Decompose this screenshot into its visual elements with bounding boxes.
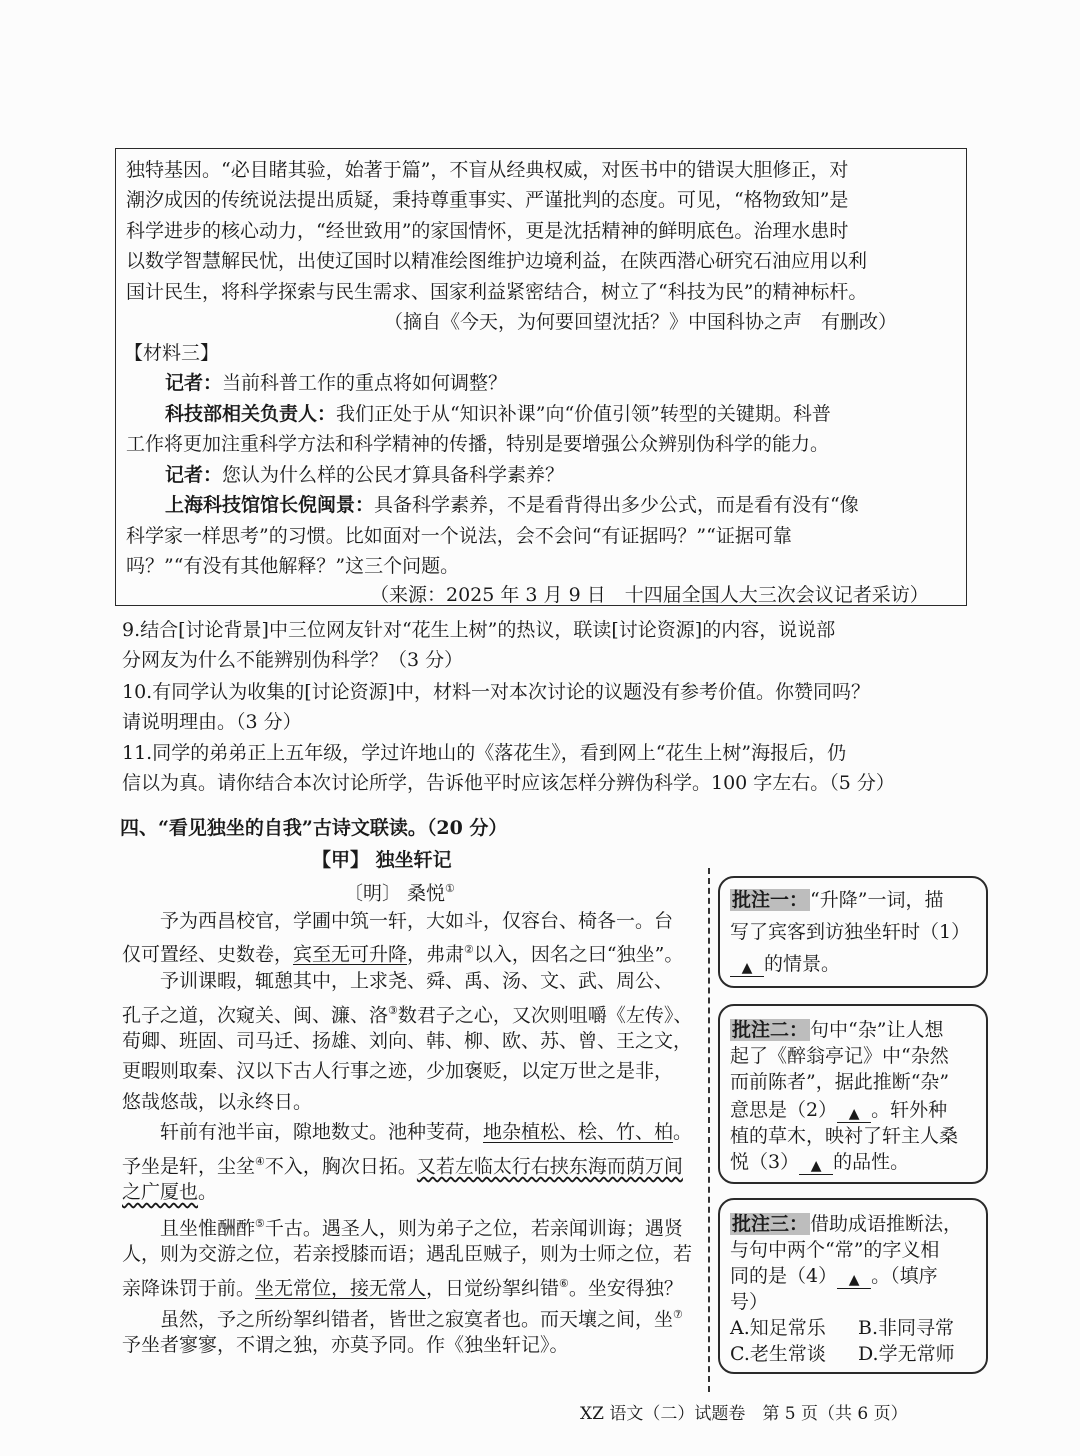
annotation-tag: 批注一： (732, 889, 809, 911)
passage-text: 。 (673, 1121, 693, 1143)
footnote-mark: ③ (388, 1004, 398, 1017)
passage-text: ，日觉纷挐纠错 (426, 1277, 560, 1300)
interview-answer-line: 吗？”“有没有其他解释？”这三个问题。 (126, 555, 460, 577)
annotation-text: 意思是（2） (730, 1099, 838, 1121)
speaker: 记者： (165, 372, 223, 394)
wavy-underlined-phrase: 之广厦也 (122, 1181, 199, 1203)
passage-line (160, 1214, 683, 1238)
passage-text: 数君子之心，又次则咀嚼《左传》、 (397, 1004, 693, 1027)
annotation-tag: 批注三： (732, 1213, 809, 1235)
option-d: D.学无常师 (858, 1343, 955, 1365)
author-name: 〔明〕 桑悦 (344, 882, 446, 905)
material-source: （来源：2025 年 3 月 9 日 十四届全国人大三次会议记者采访） (370, 584, 929, 606)
passage-line (122, 1274, 683, 1298)
question-10: 10.有同学认为收集的[讨论资源]中，材料一对本次讨论的议题没有参考价值。你赞同吗？ (122, 681, 871, 703)
question-10-cont: 请说明理由。（3 分） (122, 711, 302, 733)
annotation-line (730, 1214, 962, 1234)
answer-blank[interactable]: ▲ (837, 1270, 871, 1289)
passage-line: 荀卿、班固、司马迁、扬雄、刘向、韩、柳、欧、苏、曾、王之文， (122, 1030, 693, 1052)
passage-text: 予坐是轩，尘坌 (122, 1155, 256, 1178)
annotation-text: 。（填序 (871, 1265, 938, 1287)
option-b: B.非同寻常 (858, 1317, 955, 1339)
text-author (344, 879, 455, 903)
passage-line (160, 1305, 683, 1329)
annotation-line: 起了《醉翁亭记》中“杂然 (730, 1045, 949, 1067)
passage-line (122, 940, 683, 964)
passage-line: 予为西昌校官，学圃中筑一轩，大如斗，仅容台、椅各一。台 (160, 910, 674, 932)
annotation-line (730, 1152, 909, 1175)
passage-text: 不入，胸次日拓。 (264, 1155, 417, 1178)
annotation-text: 。轩外种 (871, 1099, 948, 1121)
interview-answer (165, 495, 859, 515)
footnote-mark: ④ (255, 1155, 265, 1168)
question-9-cont: 分网友为什么不能辨别伪科学？（3 分） (122, 649, 464, 671)
passage-line (122, 1001, 692, 1025)
answer-blank[interactable]: ▲ (799, 1156, 833, 1175)
annotation-line: 植的草木，映衬了轩主人桑 (730, 1125, 959, 1147)
option-a: A.知足常乐 (730, 1317, 826, 1339)
passage-text: 。 (198, 1181, 218, 1203)
option-c: C.老生常谈 (730, 1343, 826, 1365)
passage-text: 亲降诛罚于前。 (122, 1277, 256, 1300)
annotation-text: “升降”一词，描 (810, 889, 944, 911)
annotation-line (730, 890, 943, 910)
passage-line (122, 1182, 217, 1202)
answer-text: 我们正处于从“知识补课”向“价值引领”转型的关键期。科普 (336, 403, 831, 425)
question-11: 11.同学的弟弟正上五年级，学过许地山的《落花生》，看到网上“花生上树”海报后，仍 (122, 742, 847, 764)
annotation-line: 号） (730, 1291, 769, 1313)
footnote-mark: ① (445, 882, 455, 895)
underlined-phrase: 宾至无可升降 (293, 943, 408, 966)
passage-text: 轩前有池半亩，隙地数丈。池种芰荷， (160, 1121, 484, 1143)
text-title: 【甲】 独坐轩记 (312, 849, 452, 871)
answer-text: 具备科学素养，不是看背得出多少公式，而是看有没有“像 (374, 494, 859, 516)
section-heading: 四、“看见独坐的自我”古诗文联读。（20 分） (120, 817, 508, 839)
passage-line: 人，则为交游之位，若亲授膝而语；遇乱臣贼子，则为士师之位，若 (122, 1243, 693, 1265)
footnote-mark: ⑥ (559, 1277, 569, 1290)
annotation-2 (718, 1004, 988, 1184)
annotation-line: 与句中两个“常”的字义相 (730, 1239, 940, 1261)
material-line: 潮汐成因的传统说法提出质疑，秉持尊重事实、严谨批判的态度。可见，“格物致知”是 (126, 189, 849, 211)
passage-text: 以入，因名之曰“独坐”。 (473, 943, 684, 966)
annotation-line: 写了宾客到访独坐轩时（1） (730, 921, 971, 943)
material-three-title: 【材料三】 (124, 342, 220, 364)
annotation-line (730, 1020, 943, 1040)
material-line: 国计民生，将科学探索与民生需求、国家利益紧密结合，树立了“科技为民”的精神标杆。 (126, 281, 868, 303)
passage-line (160, 1122, 692, 1142)
annotation-1 (718, 876, 988, 988)
answer-blank[interactable]: ▲ (837, 1104, 871, 1123)
annotation-line: 而前陈者”，据此推断“杂” (730, 1071, 950, 1093)
passage-line: 予训课暇，辄憩其中，上求尧、舜、禹、汤、文、武、周公、 (160, 970, 674, 992)
speaker: 上海科技馆馆长倪闽景： (165, 494, 375, 516)
interview-answer-line: 科学家一样思考”的习惯。比如面对一个说法，会不会问“有证据吗？”“证据可靠 (126, 525, 792, 547)
passage-line: 更暇则取秦、汉以下古人行事之迹，少加褒贬，以定万世之是非， (122, 1060, 674, 1082)
annotation-line (730, 1266, 938, 1289)
annotation-tag: 批注二： (732, 1019, 809, 1041)
footnote-mark: ⑦ (673, 1308, 683, 1321)
material-line: 科学进步的核心动力，“经世致用”的家国情怀，更是沈括精神的鲜明底色。治理水患时 (126, 220, 849, 242)
underlined-phrase: 地杂植松、桧、竹、柏 (483, 1121, 674, 1143)
material-source: （摘自《今天，为何要回望沈括？》中国科协之声 有删改） (384, 311, 898, 333)
annotation-text: 同的是（4） (730, 1265, 838, 1287)
annotation-text: 悦（3） (730, 1151, 800, 1173)
question-9: 9.结合[讨论背景]中三位网友针对“花生上树”的热议，联读[讨论资源]的内容，说说部 (122, 619, 836, 641)
passage-text: 。坐安得独？ (568, 1277, 683, 1300)
passage-text: ，弗肃 (407, 943, 465, 966)
wavy-underlined-phrase: 又若左临太行右挟东海而荫万间 (416, 1155, 683, 1178)
passage-text: 千古。遇圣人，则为弟子之位，若亲闻训诲；遇贤 (264, 1217, 683, 1240)
passage-line: 悠哉悠哉，以永终日。 (122, 1091, 313, 1113)
answer-blank[interactable]: ▲ (730, 958, 764, 977)
passage-text: 孔子之道，次窥关、闽、濂、洛 (122, 1004, 389, 1027)
annotation-3 (718, 1198, 988, 1374)
question-11-cont: 信以为真。请你结合本次讨论所学，告诉他平时应该怎样分辨伪科学。100 字左右。（5 分） (122, 772, 895, 794)
material-line: 独特基因。“必目睹其验，始著于篇”，不盲从经典权威，对医书中的错误大胆修正，对 (126, 159, 849, 181)
annotation-line (730, 1100, 947, 1123)
footnote-mark: ⑤ (255, 1217, 265, 1230)
interview-question (165, 465, 564, 485)
footnote-mark: ② (464, 943, 474, 956)
passage-line: 予坐者寥寥，不谓之独，亦莫予同。作《独坐轩记》。 (122, 1334, 569, 1356)
speaker: 记者： (165, 464, 223, 486)
annotation-text: 句中“杂”让人想 (810, 1019, 944, 1041)
dashed-divider (708, 868, 710, 1392)
annotation-line (730, 954, 840, 977)
page-footer: XZ 语文（二）试题卷 第 5 页（共 6 页） (580, 1404, 908, 1424)
question-text: 您认为什么样的公民才算具备科学素养？ (222, 464, 565, 486)
interview-answer (165, 404, 831, 424)
question-text: 当前科普工作的重点将如何调整？ (222, 372, 508, 394)
passage-text: 且坐惟酬酢 (160, 1217, 256, 1240)
interview-answer-line: 工作将更加注重科学方法和科学精神的传播，特别是要增强公众辨别伪科学的能力。 (126, 433, 830, 455)
annotation-text: 的情景。 (764, 953, 841, 975)
underlined-phrase: 坐无常位，接无常人 (255, 1277, 427, 1300)
passage-text: 仅可置经、史数卷， (122, 943, 294, 966)
annotation-text: 借助成语推断法， (810, 1213, 963, 1235)
speaker: 科技部相关负责人： (165, 403, 337, 425)
passage-line (122, 1152, 683, 1176)
interview-question (165, 373, 507, 393)
material-line: 以数学智慧解民忧，出使辽国时以精准绘图维护边境利益，在陕西潜心研究石油应用以利 (126, 250, 868, 272)
passage-text: 虽然，予之所纷挐纠错者，皆世之寂寞者也。而天壤之间，坐 (160, 1308, 674, 1331)
annotation-text: 的品性。 (833, 1151, 910, 1173)
